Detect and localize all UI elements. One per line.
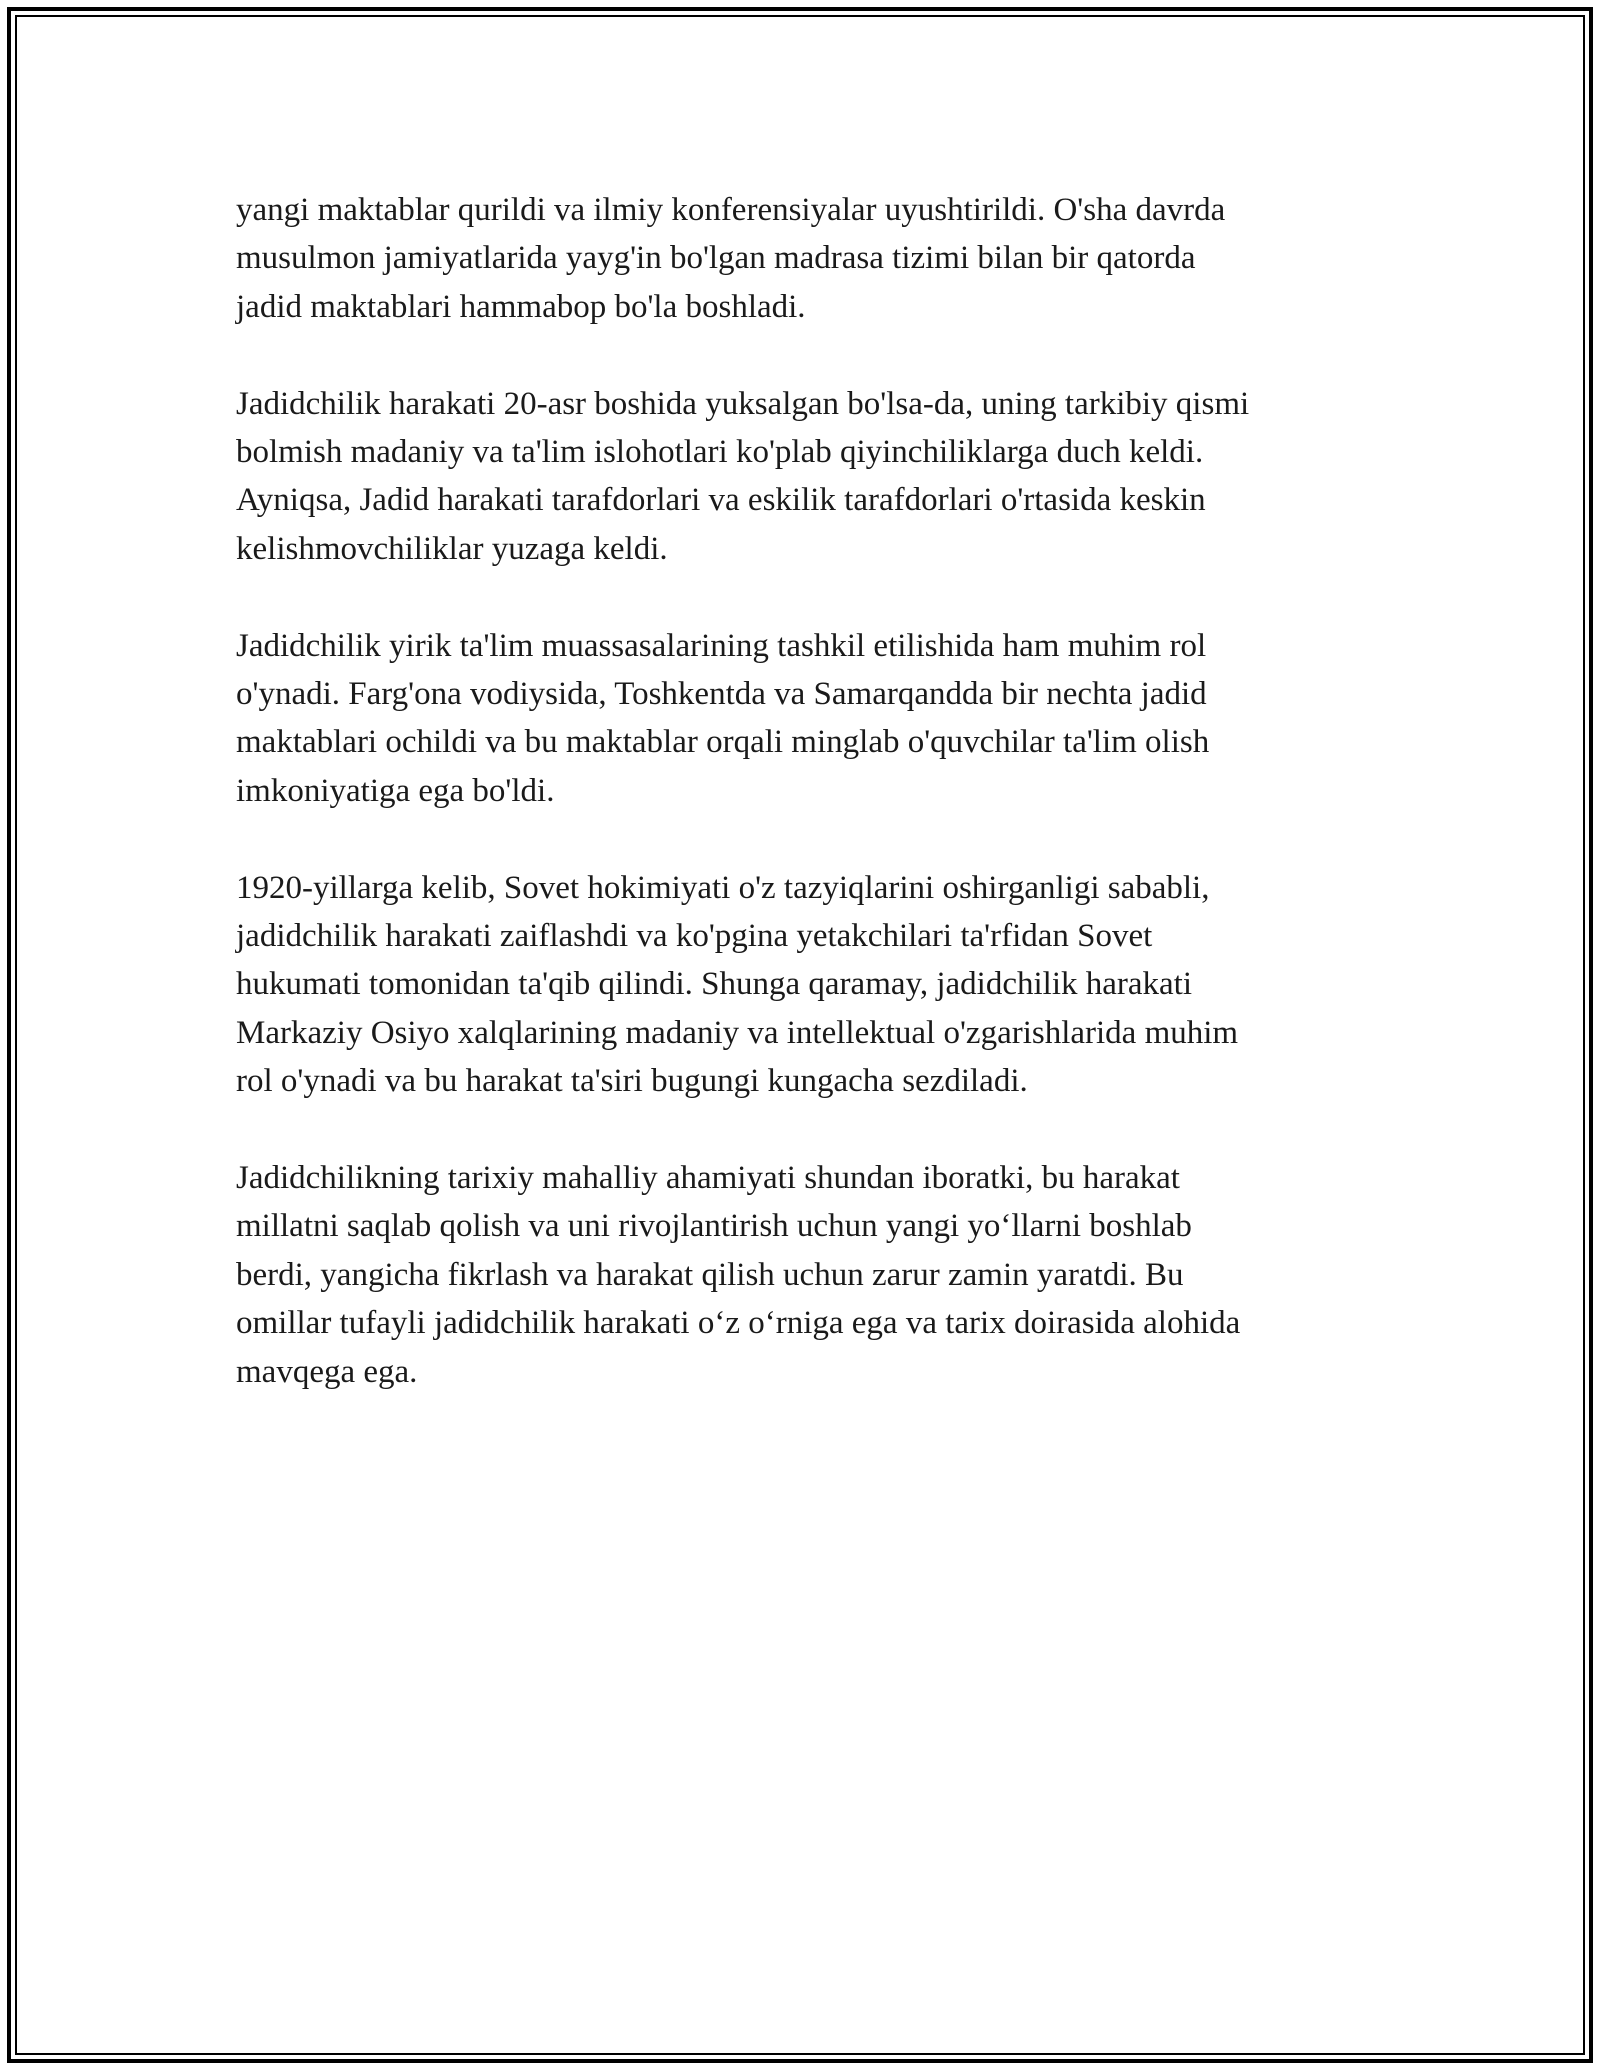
text-line: yangi maktablar qurildi va ilmiy konferensiyalar uyushtirildi. O'sha davrda	[236, 192, 1226, 228]
text-line: Ayniqsa, Jadid harakati tarafdorlari va eskilik tarafdorlari o'rtasida keskin	[236, 482, 1206, 519]
text-line: bolmish madaniy va ta'lim islohotlari ko'plab qiyinchiliklarga duch keldi.	[236, 434, 1204, 471]
text-line: hukumati tomonidan ta'qib qilindi. Shunga qaramay, jadidchilik harakati	[236, 966, 1193, 1003]
text-line: Markaziy Osiyo xalqlarining madaniy va intellektual o'zgarishlarida muhim	[236, 1014, 1239, 1051]
text-line: Jadidchilik harakati 20-asr boshida yuksalgan bo'lsa-da, uning tarkibiy qismi	[236, 385, 1250, 422]
text-line: musulmon jamiyatlarida yayg'in bo'lgan madrasa tizimi bilan bir qatorda	[236, 240, 1196, 277]
text-line: 1920-yillarga kelib, Sovet hokimiyati o'z tazyiqlarini oshirganligi sababli,	[236, 869, 1210, 906]
text-line: Jadidchilik yirik ta'lim muassasalarining tashkil etilishida ham muhim rol	[236, 627, 1207, 664]
document-body	[236, 186, 1366, 1444]
text-line: Jadidchilikning tarixiy mahalliy ahamiyati shundan iboratki, bu harakat	[236, 1160, 1180, 1197]
paragraph	[236, 186, 1366, 331]
text-line: berdi, yangicha fikrlash va harakat qilish uchun zarur zamin yaratdi. Bu	[236, 1256, 1184, 1293]
text-line: rol o'ynadi va bu harakat ta'siri bugungi kungacha sezdiladi.	[236, 1063, 1028, 1100]
text-line: omillar tufayli jadidchilik harakati o‘z o‘rniga ega va tarix doirasida alohida	[236, 1305, 1241, 1342]
text-line: kelishmovchiliklar yuzaga keldi.	[236, 530, 668, 567]
paragraph	[236, 864, 1366, 1106]
text-line: mavqega ega.	[236, 1353, 418, 1390]
paragraph	[236, 1154, 1366, 1396]
text-line: maktablari ochildi va bu maktablar orqali minglab o'quvchilar ta'lim olish	[236, 724, 1210, 761]
paragraph	[236, 622, 1366, 816]
text-line: o'ynadi. Farg'ona vodiysida, Toshkentda va Samarqandda bir nechta jadid	[236, 676, 1207, 713]
paragraph	[236, 380, 1366, 574]
text-line: jadidchilik harakati zaiflashdi va ko'pgina yetakchilari ta'rfidan Sovet	[236, 918, 1153, 955]
text-line: jadid maktablari hammabop bo'la boshladi.	[236, 288, 806, 325]
text-line: imkoniyatiga ega bo'ldi.	[236, 772, 555, 809]
text-line: millatni saqlab qolish va uni rivojlantirish uchun yangi yo‘llarni boshlab	[236, 1208, 1192, 1245]
